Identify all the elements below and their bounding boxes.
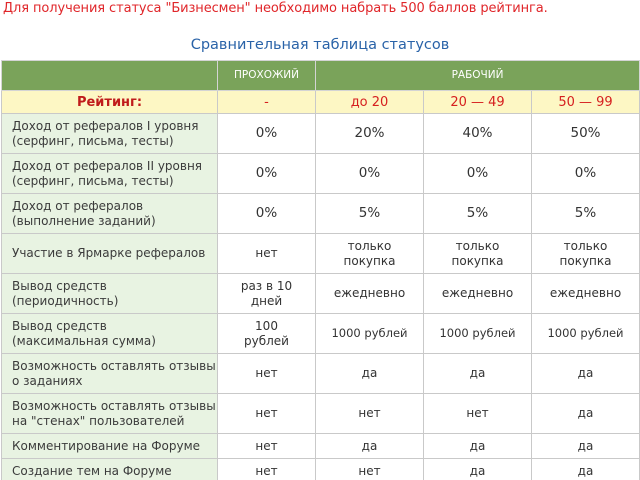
row-label-line2: о заданиях — [12, 373, 83, 388]
row-value-cell — [424, 154, 532, 194]
row-value-cell — [218, 234, 316, 274]
row-label-line1: Вывод средств — [12, 318, 107, 333]
table-row — [2, 114, 640, 154]
row-label-line2: на "стенах" пользователей — [12, 413, 185, 428]
table-row — [2, 394, 640, 434]
row-value: 1000 рублей — [439, 326, 516, 340]
table-row — [2, 459, 640, 480]
row-value: ежедневно — [549, 286, 622, 300]
row-value: да — [577, 438, 594, 453]
row-value: да — [361, 438, 378, 453]
row-value-cell — [316, 194, 424, 234]
row-label — [2, 114, 218, 154]
row-value: только покупка — [343, 238, 396, 268]
row-label — [2, 434, 218, 459]
row-label-line2: (максимальная сумма) — [12, 333, 156, 348]
row-value: 1000 рублей — [547, 326, 624, 340]
row-value: 5% — [574, 205, 597, 221]
header-passerby: ПРОХОЖИЙ — [218, 61, 316, 91]
row-value-cell — [218, 314, 316, 354]
row-value-cell — [218, 274, 316, 314]
row-value: да — [361, 366, 378, 380]
row-value-cell — [218, 114, 316, 154]
status-comparison-table — [1, 60, 640, 480]
header-empty-cell — [2, 61, 218, 91]
row-value-cell — [316, 114, 424, 154]
row-value-cell — [424, 114, 532, 154]
row-label-line1: Комментирование на Форуме — [12, 438, 201, 453]
row-value: 1000 рублей — [331, 326, 408, 340]
status-requirement-notice: Для получения статуса "Бизнесмен" необходимо набрать 500 баллов рейтинга. — [3, 1, 548, 16]
row-value: да — [577, 406, 594, 420]
rating-value: 50 — 99 — [532, 91, 640, 114]
row-value-cell — [218, 394, 316, 434]
row-value: 50% — [570, 125, 601, 141]
row-value: нет — [255, 438, 278, 453]
table-row — [2, 434, 640, 459]
row-value: 5% — [466, 205, 489, 221]
row-value: только покупка — [451, 238, 504, 268]
row-value: 0% — [574, 165, 597, 181]
row-label-line1: Возможность оставлять отзывы — [12, 398, 216, 413]
row-value-cell — [532, 274, 640, 314]
row-label-line1: Вывод средств — [12, 278, 107, 293]
row-value: ежедневно — [441, 286, 514, 300]
row-label — [2, 194, 218, 234]
row-label-line2: (выполнение заданий) — [12, 213, 156, 228]
row-value: 0% — [255, 205, 278, 221]
rating-label: Рейтинг: — [2, 91, 218, 114]
row-value-cell — [424, 434, 532, 459]
row-value: да — [469, 438, 486, 453]
row-value-cell — [532, 114, 640, 154]
row-value-cell — [316, 314, 424, 354]
row-label — [2, 314, 218, 354]
row-value-cell — [316, 459, 424, 480]
table-row — [2, 354, 640, 394]
rating-value: до 20 — [316, 91, 424, 114]
row-value-cell — [424, 394, 532, 434]
row-value: только покупка — [559, 238, 612, 268]
row-value: нет — [466, 406, 489, 420]
row-value: 0% — [255, 165, 278, 181]
row-value: нет — [255, 366, 278, 380]
table-title: Сравнительная таблица статусов — [190, 37, 450, 53]
row-value-cell — [218, 154, 316, 194]
row-label-line1: Участие в Ярмарке рефералов — [12, 246, 206, 260]
row-value: 20% — [354, 125, 385, 141]
row-value: нет — [358, 406, 381, 420]
row-value: 5% — [358, 205, 381, 221]
row-value-cell — [532, 354, 640, 394]
table-header-row — [2, 61, 640, 91]
row-value: нет — [358, 463, 381, 478]
table-row — [2, 314, 640, 354]
row-label — [2, 354, 218, 394]
row-label — [2, 394, 218, 434]
header-worker: РАБОЧИЙ — [316, 61, 640, 91]
row-value-cell — [316, 274, 424, 314]
row-value: раз в 10 дней — [240, 278, 293, 308]
row-value: 40% — [462, 125, 493, 141]
row-value-cell — [532, 194, 640, 234]
row-value-cell — [218, 459, 316, 480]
row-value: 100 рублей — [244, 318, 289, 348]
rating-value: - — [218, 91, 316, 114]
row-value: да — [577, 463, 594, 478]
row-label — [2, 154, 218, 194]
row-value-cell — [532, 154, 640, 194]
row-value-cell — [316, 154, 424, 194]
row-value: да — [577, 366, 594, 380]
row-value-cell — [316, 354, 424, 394]
table-row — [2, 154, 640, 194]
row-value-cell — [424, 354, 532, 394]
row-value-cell — [316, 234, 424, 274]
row-value-cell — [316, 394, 424, 434]
row-value-cell — [532, 434, 640, 459]
row-value-cell — [424, 234, 532, 274]
row-value-cell — [532, 234, 640, 274]
row-label — [2, 274, 218, 314]
row-label-line2: (серфинг, письма, тесты) — [12, 133, 174, 148]
row-value: нет — [255, 246, 278, 260]
row-value-cell — [532, 394, 640, 434]
row-value-cell — [424, 459, 532, 480]
row-value-cell — [218, 434, 316, 459]
table-row — [2, 234, 640, 274]
row-value: да — [469, 366, 486, 380]
row-value-cell — [532, 459, 640, 480]
row-value-cell — [424, 274, 532, 314]
row-label-line1: Доход от рефералов — [12, 198, 144, 213]
row-label — [2, 234, 218, 274]
row-value-cell — [424, 314, 532, 354]
row-label-line1: Создание тем на Форуме — [12, 463, 172, 478]
row-label-line2: (периодичность) — [12, 293, 119, 308]
row-label — [2, 459, 218, 480]
row-label-line1: Доход от рефералов I уровня — [12, 118, 199, 133]
row-value-cell — [218, 194, 316, 234]
table-row — [2, 274, 640, 314]
row-value: 0% — [255, 125, 278, 141]
row-value: ежедневно — [333, 286, 406, 300]
row-value: да — [469, 463, 486, 478]
row-value-cell — [218, 354, 316, 394]
row-value: нет — [255, 406, 278, 420]
rating-value: 20 — 49 — [424, 91, 532, 114]
row-label-line1: Доход от рефералов II уровня — [12, 158, 203, 173]
row-value: 0% — [466, 165, 489, 181]
row-value: нет — [255, 463, 278, 478]
row-value: 0% — [358, 165, 381, 181]
table-row — [2, 194, 640, 234]
rating-row — [2, 91, 640, 114]
row-value-cell — [532, 314, 640, 354]
row-value-cell — [316, 434, 424, 459]
row-label-line2: (серфинг, письма, тесты) — [12, 173, 174, 188]
row-value-cell — [424, 194, 532, 234]
row-label-line1: Возможность оставлять отзывы — [12, 358, 216, 373]
